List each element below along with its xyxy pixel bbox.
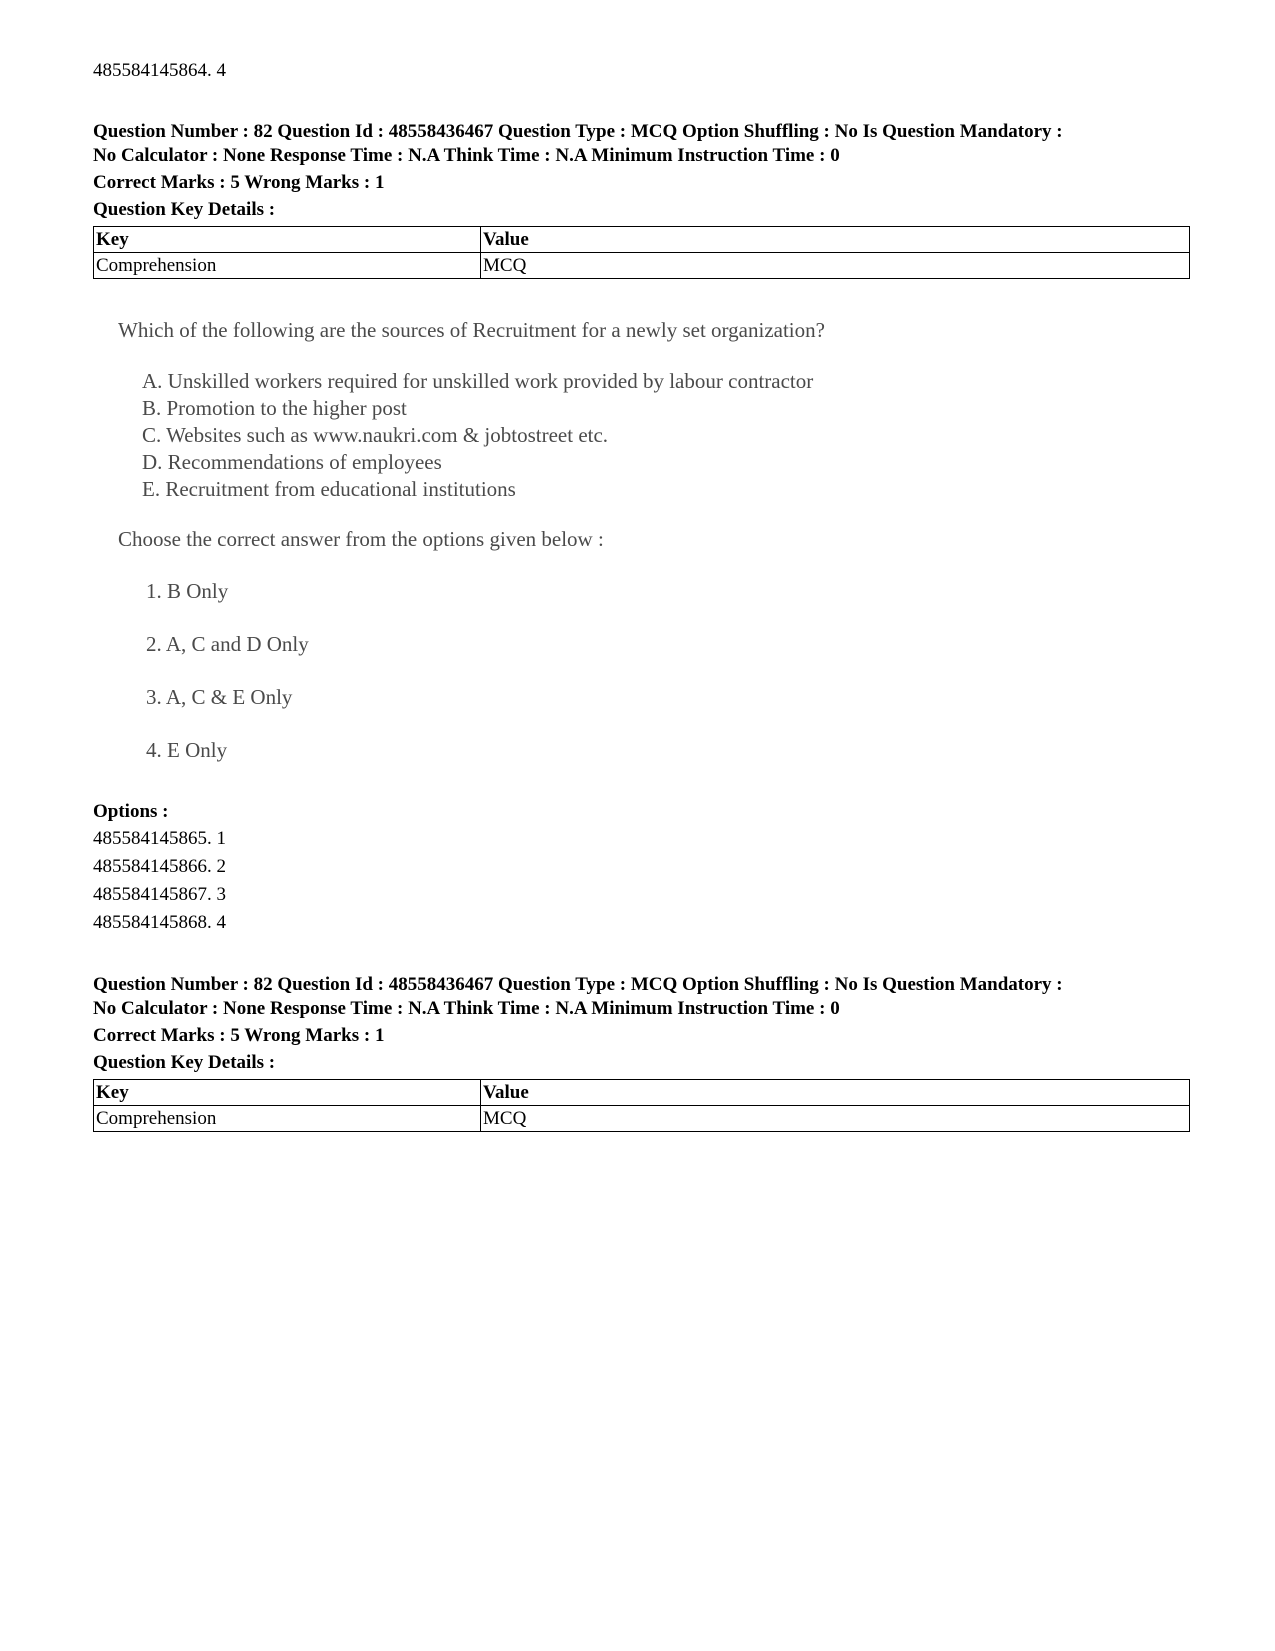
option-item: 485584145866. 2 [93, 856, 226, 877]
statement-a: A. Unskilled workers required for unskilled work provided by labour contractor [142, 369, 814, 393]
marks-line-2: Correct Marks : 5 Wrong Marks : 1 [93, 1025, 385, 1046]
statement-b: B. Promotion to the higher post [142, 396, 407, 420]
question-stem: Which of the following are the sources of Recruitment for a newly set organization? [118, 318, 825, 342]
table-cell-key: Comprehension [94, 1106, 481, 1132]
question-meta-1 [93, 120, 1203, 168]
key-details-label-1: Question Key Details : [93, 199, 276, 220]
choice-1: 1. B Only [146, 579, 229, 603]
statement-e: E. Recruitment from educational institutions [142, 477, 516, 501]
question-meta-line-2: No Calculator : None Response Time : N.A Think Time : N.A Minimum Instruction Time : 0 [93, 998, 840, 1019]
table-cell-value: MCQ [481, 253, 1190, 279]
option-item: 485584145868. 4 [93, 912, 226, 933]
table-header-row [94, 227, 1190, 253]
choice-3: 3. A, C & E Only [146, 685, 293, 709]
previous-option-line: 485584145864. 4 [93, 60, 226, 81]
table-header-value: Value [481, 1080, 1190, 1106]
answer-prompt: Choose the correct answer from the options given below : [118, 527, 604, 551]
table-header-row [94, 1080, 1190, 1106]
question-meta-line-1: Question Number : 82 Question Id : 48558436467 Question Type : MCQ Option Shuffling : No Is Question Mandatory : [93, 974, 1063, 995]
marks-line-1: Correct Marks : 5 Wrong Marks : 1 [93, 172, 385, 193]
option-item: 485584145867. 3 [93, 884, 226, 905]
choice-2: 2. A, C and D Only [146, 632, 309, 656]
key-details-table-1 [93, 226, 1190, 279]
table-header-value: Value [481, 227, 1190, 253]
key-details-table-2 [93, 1079, 1190, 1132]
option-item: 485584145865. 1 [93, 828, 226, 849]
table-header-key: Key [94, 227, 481, 253]
choice-4: 4. E Only [146, 738, 228, 762]
question-meta-2 [93, 973, 1203, 1021]
statement-c: C. Websites such as www.naukri.com & jobtostreet etc. [142, 423, 609, 447]
statement-list [142, 368, 813, 503]
question-meta-line-1: Question Number : 82 Question Id : 48558436467 Question Type : MCQ Option Shuffling : No Is Question Mandatory : [93, 121, 1063, 142]
table-row [94, 253, 1190, 279]
table-row [94, 1106, 1190, 1132]
table-header-key: Key [94, 1080, 481, 1106]
table-cell-value: MCQ [481, 1106, 1190, 1132]
question-meta-line-2: No Calculator : None Response Time : N.A Think Time : N.A Minimum Instruction Time : 0 [93, 145, 840, 166]
question-image [110, 314, 930, 784]
options-label: Options : [93, 801, 169, 822]
key-details-label-2: Question Key Details : [93, 1052, 276, 1073]
statement-d: D. Recommendations of employees [142, 450, 442, 474]
table-cell-key: Comprehension [94, 253, 481, 279]
